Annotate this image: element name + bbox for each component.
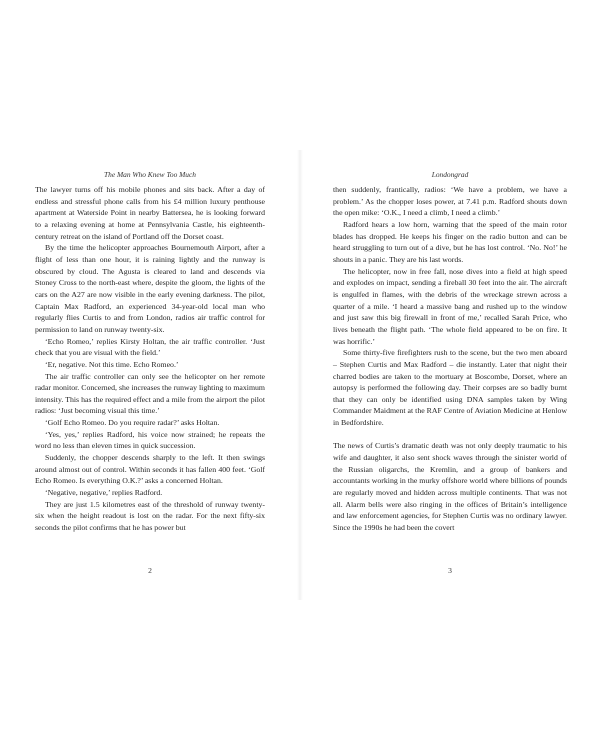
right-page-body: [333, 184, 567, 534]
paragraph: ‘Yes, yes,’ replies Radford, his voice now strained; he repeats the word no less than eleven times in quick succession.: [35, 429, 265, 451]
paragraph: ‘Golf Echo Romeo. Do you require radar?’ asks Holtan.: [45, 418, 220, 428]
paragraph: They are just 1.5 kilometres east of the threshold of runway twenty-six when the height readout is lost on the radar. For the next fifty-six seconds the pilot confirms that he has power but: [35, 499, 265, 533]
paragraph: By the time the helicopter approaches Bournemouth Airport, after a flight of less than one hour, it is raining lightly and the runway is obscured by cloud. The Agusta is cleared to land and descends via Stoney Cross to the north-east where, despite the gloom, the lights of the cars on the A27 are now visible in the early evening darkness. The pilot, Captain Max Radford, an experienced 34-year-old local man who regularly flies Curtis to and from London, radios air traffic control for permission to land on runway twenty-six.: [35, 243, 265, 334]
paragraph: The air traffic controller can only see the helicopter on her remote radar monitor. Concerned, she increases the runway lighting to maximum intensity. This has the required effect and a mile from the airport the pilot radios: ‘Just becoming visual this time.’: [35, 371, 265, 416]
paragraph: Radford hears a low horn, warning that the speed of the main rotor blades has dropped. He keeps his finger on the radio button and can be heard struggling to turn out of a dive, but he has lost control. ‘No. No!’ he shouts in a panic. They are his last words.: [333, 219, 567, 264]
paragraph: then suddenly, frantically, radios: ‘We have a problem, we have a problem.’ As the chopper loses power, at 7.41 p.m. Radford shouts down the open mike: ‘O.K., I need a climb, I need a climb.’: [333, 185, 567, 218]
left-page-body: [35, 184, 265, 534]
paragraph: The news of Curtis’s dramatic death was not only deeply traumatic to his wife and daughter, it also sent shock waves through the sinister world of the Russian oligarchs, the Kremlin, and a group of bankers and accountants working in the murky offshore world where billions of pounds are regularly moved and hidden across multiple continents. That was not all. Alarm bells were also ringing in the offices of Britain’s intelligence and law enforcement agencies, for Stephen Curtis was no ordinary lawyer. Since the 1990s he had been the covert: [333, 441, 567, 532]
paragraph: ‘Echo Romeo,’ replies Kirsty Holtan, the air traffic controller. ‘Just check that you are visual with the field.’: [35, 336, 265, 358]
page-number-left: 2: [148, 566, 152, 575]
right-page: [300, 0, 600, 750]
paragraph: The lawyer turns off his mobile phones and sits back. After a day of endless and stressful phone calls from his £4 million luxury penthouse apartment at Waterside Point in nearby Battersea, he is looking forward to a relaxing evening at home at Pennsylvania Castle, his eighteenth-century retreat on the island of Portland off the Dorset coast.: [35, 185, 265, 241]
paragraph: Some thirty-five firefighters rush to the scene, but the two men aboard – Stephen Curtis and Max Radford – die instantly. Later that night their charred bodies are taken to the mortuary at Boscombe, Dorset, where an autopsy is performed the following day. Their corpses are so badly burnt that they can only be identified using DNA samples taken by Wing Commander Maidment at the RAF Centre of Aviation Medicine at Henlow in Bedfordshire.: [333, 348, 567, 428]
paragraph: ‘Er, negative. Not this time. Echo Romeo.’: [45, 359, 179, 369]
running-head-left: The Man Who Knew Too Much: [104, 170, 196, 179]
paragraph: ‘Negative, negative,’ replies Radford.: [45, 488, 163, 498]
paragraph: The helicopter, now in free fall, nose dives into a field at high speed and explodes on impact, sending a fireball 30 feet into the air. The aircraft is engulfed in flames, with the debris of the wreckage strewn across a quarter of a mile. ‘I heard a massive bang and rushed up to the window and just saw this big firewall in front of me,’ recalled Sarah Price, who lives beneath the flight path. ‘The whole field appeared to be on fire. It was horrific.’: [333, 266, 567, 346]
paragraph: Suddenly, the chopper descends sharply to the left. It then swings around almost out of control. Within seconds it has fallen 400 feet. ‘Golf Echo Romeo. Is everything O.K.?’ asks a concerned Holtan.: [35, 453, 265, 486]
page-number-right: 3: [448, 566, 452, 575]
running-head-right: Londongrad: [431, 170, 469, 179]
